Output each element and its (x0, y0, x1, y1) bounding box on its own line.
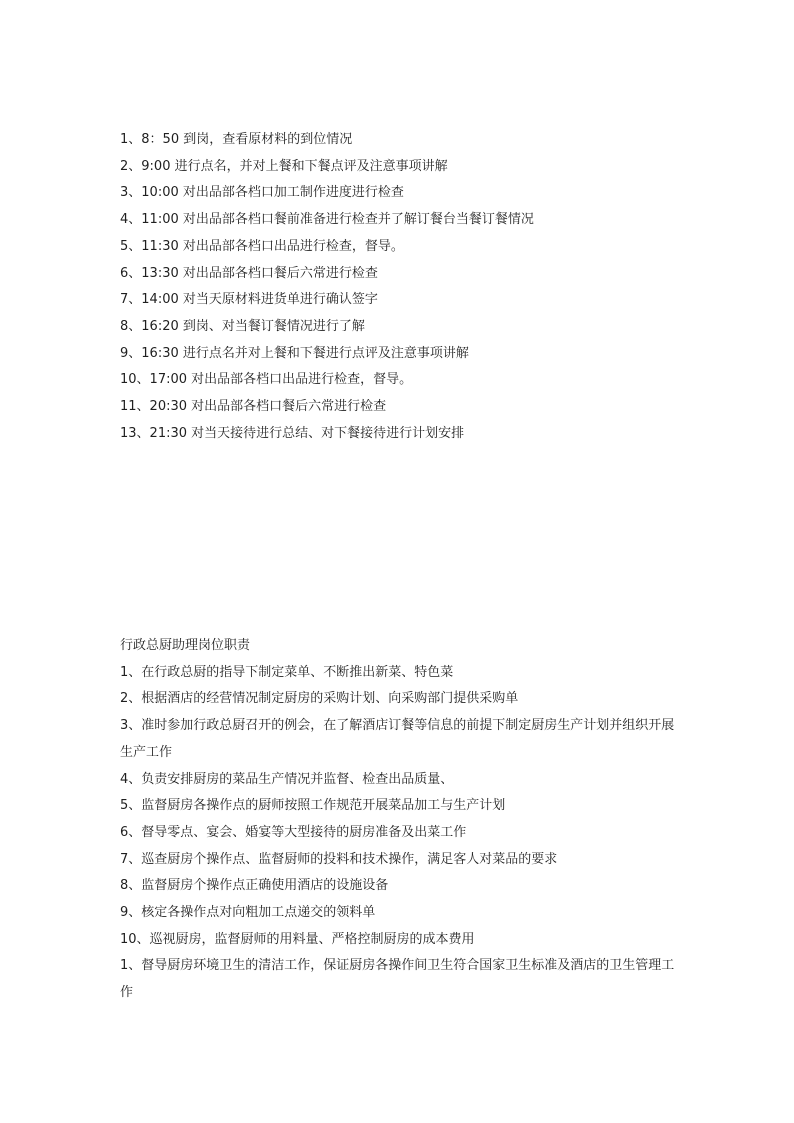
schedule-item: 3、10:00 对出品部各档口加工制作进度进行检查 (120, 185, 404, 201)
duties-section (120, 633, 680, 1007)
duty-item: 5、监督厨房各操作点的厨师按照工作规范开展菜品加工与生产计划 (120, 798, 506, 814)
section-title: 行政总厨助理岗位职责 (120, 638, 251, 653)
duty-item: 10、巡视厨房，监督厨师的用料量、严格控制厨房的成本费用 (120, 931, 475, 947)
daily-schedule-list (120, 127, 680, 447)
duty-item: 6、督导零点、宴会、婚宴等大型接待的厨房准备及出菜工作 (120, 824, 467, 840)
duty-item: 3、准时参加行政总厨召开的例会，在了解酒店订餐等信息的前提下制定厨房生产计划并组织开展生产工作 (120, 718, 675, 760)
schedule-item: 7、14:00 对当天原材料进货单进行确认签字 (120, 292, 378, 308)
duty-item: 1、在行政总厨的指导下制定菜单、不断推出新菜、特色菜 (120, 664, 454, 680)
duty-item: 1、督导厨房环境卫生的清洁工作，保证厨房各操作间卫生符合国家卫生标准及酒店的卫生管理工作 (120, 958, 675, 1001)
schedule-item: 1、8：50 到岗，查看原材料的到位情况 (120, 132, 353, 147)
schedule-item: 13、21:30 对当天接待进行总结、对下餐接待进行计划安排 (120, 425, 465, 441)
schedule-item: 2、9:00 进行点名，并对上餐和下餐点评及注意事项讲解 (120, 158, 448, 174)
duty-item: 7、巡查厨房个操作点、监督厨师的投料和技术操作，满足客人对菜品的要求 (120, 851, 558, 867)
schedule-item: 9、16:30 进行点名并对上餐和下餐进行点评及注意事项讲解 (120, 345, 469, 361)
schedule-item: 10、17:00 对出品部各档口出品进行检查，督导。 (120, 372, 413, 388)
schedule-item: 5、11:30 对出品部各档口出品进行检查，督导。 (120, 238, 404, 254)
duty-item: 8、监督厨房个操作点正确使用酒店的设施设备 (120, 878, 389, 894)
schedule-item: 11、20:30 对出品部各档口餐后六常进行检查 (120, 399, 387, 415)
duty-item: 2、根据酒店的经营情况制定厨房的采购计划、向采购部门提供采购单 (120, 691, 519, 707)
duty-item: 9、核定各操作点对向粗加工点递交的领料单 (120, 905, 376, 921)
duty-item: 4、负责安排厨房的菜品生产情况并监督、检查出品质量、 (120, 771, 454, 787)
schedule-item: 8、16:20 到岗、对当餐订餐情况进行了解 (120, 318, 365, 334)
schedule-item: 4、11:00 对出品部各档口餐前准备进行检查并了解订餐台当餐订餐情况 (120, 212, 534, 228)
schedule-item: 6、13:30 对出品部各档口餐后六常进行检查 (120, 265, 378, 281)
